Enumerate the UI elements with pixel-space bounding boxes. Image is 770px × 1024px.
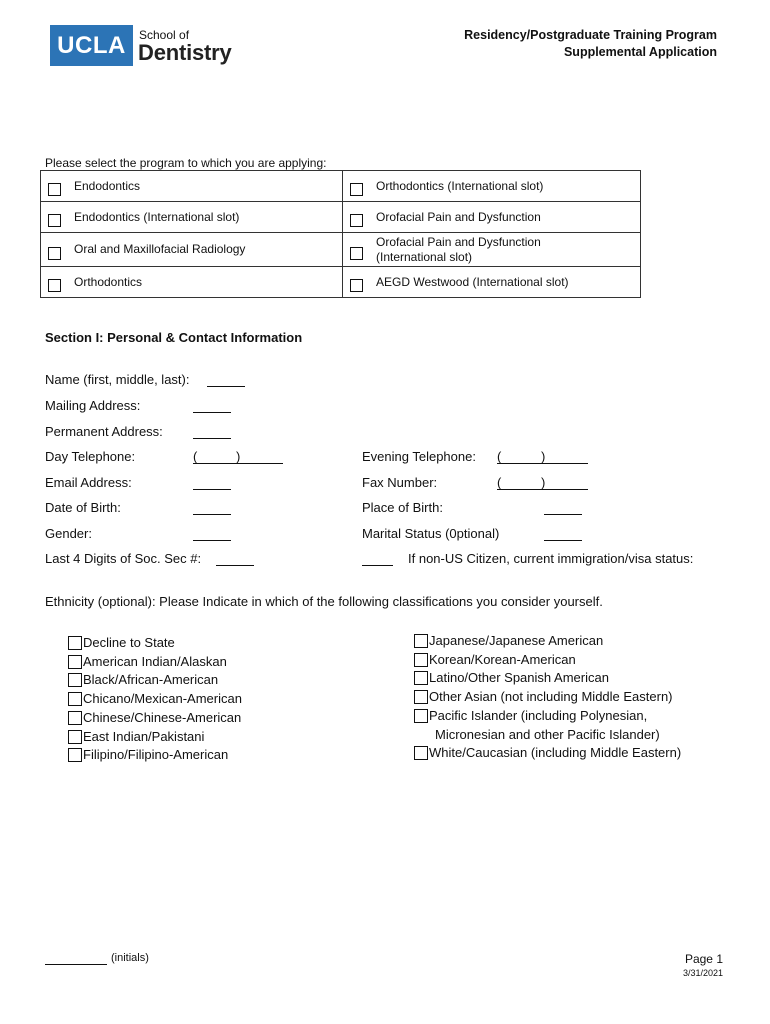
- page-number: Page 1: [684, 952, 723, 966]
- program-checkbox[interactable]: [48, 247, 61, 260]
- program-checkbox[interactable]: [350, 247, 363, 260]
- revision-date: 3/31/2021: [682, 968, 723, 978]
- email-input-line[interactable]: [193, 475, 231, 490]
- evening-paren-open: (: [497, 449, 502, 464]
- program-label: Orthodontics: [74, 274, 143, 289]
- ethnicity-checkbox[interactable]: [68, 711, 82, 725]
- ethnicity-option[interactable]: [68, 634, 242, 653]
- fax-paren-close: ): [541, 475, 546, 490]
- program-label: Endodontics: [74, 178, 141, 193]
- permanent-field-label: Permanent Address:: [45, 424, 163, 439]
- program-row: [41, 171, 641, 202]
- ethnicity-option[interactable]: [68, 671, 242, 690]
- visa-input-line[interactable]: [362, 551, 393, 566]
- program-label: Endodontics (International slot): [74, 209, 240, 224]
- ethnicity-checkbox[interactable]: [68, 636, 82, 650]
- ethnicity-label: Chicano/Mexican-American: [83, 691, 242, 707]
- ethnicity-checkbox[interactable]: [414, 634, 428, 648]
- mailing-input-line[interactable]: [193, 398, 231, 413]
- ethnicity-checkbox[interactable]: [68, 673, 82, 687]
- ethnicity-list-right: [414, 632, 681, 763]
- ethnicity-label: Filipino/Filipino-American: [83, 747, 229, 763]
- visa-label: If non-US Citizen, current immigration/visa status:: [408, 551, 694, 566]
- ethnicity-label-continued: Micronesian and other Pacific Islander): [435, 726, 660, 742]
- ethnicity-label: East Indian/Pakistani: [83, 728, 205, 744]
- ethnicity-list-left: [68, 634, 242, 765]
- dob-label: Date of Birth:: [45, 500, 121, 515]
- fax-label: Fax Number:: [362, 475, 438, 490]
- mailing-field-label: Mailing Address:: [45, 398, 141, 413]
- program-table: [40, 170, 641, 298]
- initials-label: (initials): [111, 952, 149, 964]
- program-checkbox[interactable]: [350, 279, 363, 292]
- pob-input-line[interactable]: [544, 500, 582, 515]
- ethnicity-option[interactable]: [68, 690, 242, 709]
- ssn-input-line[interactable]: [216, 551, 254, 566]
- ethnicity-label: White/Caucasian (including Middle Eastern): [429, 745, 682, 761]
- fax-paren-open: (: [497, 475, 502, 490]
- program-label-sub: (International slot): [376, 249, 473, 264]
- ethnicity-checkbox[interactable]: [414, 709, 428, 723]
- ethnicity-option[interactable]: [414, 651, 681, 670]
- dob-input-line[interactable]: [193, 500, 231, 515]
- program-label: Orthodontics (International slot): [376, 178, 544, 193]
- day-paren-open: (: [193, 449, 198, 464]
- ethnicity-label: Japanese/Japanese American: [429, 633, 604, 648]
- program-row: [41, 267, 641, 298]
- ethnicity-label: Korean/Korean-American: [429, 651, 576, 667]
- ethnicity-checkbox[interactable]: [68, 748, 82, 762]
- program-label: AEGD Westwood (International slot): [376, 274, 569, 289]
- name-field-label: Name (first, middle, last):: [45, 372, 190, 387]
- section-title: Section I: Personal & Contact Information: [45, 330, 303, 345]
- ethnicity-label: Black/African-American: [83, 672, 219, 688]
- program-row: [41, 233, 641, 267]
- header-subtitle: Supplemental Application: [563, 45, 717, 59]
- name-input-line[interactable]: [207, 372, 245, 387]
- program-checkbox[interactable]: [350, 214, 363, 227]
- ethnicity-option[interactable]: [414, 707, 681, 726]
- evening-telephone-label: Evening Telephone:: [362, 449, 476, 464]
- permanent-input-line[interactable]: [193, 424, 231, 439]
- email-label: Email Address:: [45, 475, 132, 490]
- marital-label: Marital Status (0ptional): [362, 526, 500, 541]
- ethnicity-option[interactable]: [414, 669, 681, 688]
- program-checkbox[interactable]: [350, 183, 363, 196]
- ethnicity-option[interactable]: [68, 653, 242, 672]
- logo-school-of: School of: [139, 28, 190, 42]
- ethnicity-label: Other Asian (not including Middle Eastern): [429, 689, 673, 705]
- program-label: Oral and Maxillofacial Radiology: [74, 242, 246, 256]
- ethnicity-checkbox[interactable]: [68, 730, 82, 744]
- program-prompt: Please select the program to which you are applying:: [45, 156, 327, 170]
- ethnicity-option[interactable]: [68, 709, 242, 728]
- logo-dentistry: Dentistry: [138, 40, 232, 65]
- ssn-label: Last 4 Digits of Soc. Sec #:: [45, 551, 202, 566]
- ethnicity-checkbox[interactable]: [414, 671, 428, 685]
- ethnicity-prompt: Ethnicity (optional): Please Indicate in which of the following classifications you consider yourself.: [45, 594, 603, 609]
- ethnicity-label: Chinese/Chinese-American: [83, 709, 242, 725]
- ethnicity-checkbox[interactable]: [414, 746, 428, 760]
- program-label: Orofacial Pain and Dysfunction: [376, 234, 541, 249]
- ethnicity-option[interactable]: [414, 688, 681, 707]
- ethnicity-checkbox[interactable]: [414, 690, 428, 704]
- ethnicity-option[interactable]: [414, 744, 681, 763]
- evening-paren-close: ): [541, 449, 546, 464]
- ethnicity-checkbox[interactable]: [68, 655, 82, 669]
- initials-input-line[interactable]: [45, 952, 107, 965]
- ucla-logo: UCLA: [50, 25, 133, 66]
- ethnicity-option[interactable]: [68, 728, 242, 747]
- header-title: Residency/Postgraduate Training Program: [464, 28, 717, 42]
- program-checkbox[interactable]: [48, 279, 61, 292]
- ethnicity-checkbox[interactable]: [414, 653, 428, 667]
- ethnicity-label: American Indian/Alaskan: [83, 653, 227, 669]
- ethnicity-label: Pacific Islander (including Polynesian,: [429, 707, 648, 723]
- program-checkbox[interactable]: [48, 183, 61, 196]
- day-telephone-label: Day Telephone:: [45, 449, 136, 464]
- gender-label: Gender:: [45, 526, 92, 541]
- gender-input-line[interactable]: [193, 526, 231, 541]
- program-row: [41, 202, 641, 233]
- ethnicity-label: Decline to State: [83, 635, 175, 650]
- day-paren-close: ): [236, 449, 241, 464]
- program-label: Orofacial Pain and Dysfunction: [376, 209, 541, 224]
- program-checkbox[interactable]: [48, 214, 61, 227]
- ethnicity-label: Latino/Other Spanish American: [429, 670, 609, 686]
- ethnicity-option[interactable]: [414, 632, 681, 651]
- marital-input-line[interactable]: [544, 526, 582, 541]
- ethnicity-checkbox[interactable]: [68, 692, 82, 706]
- ethnicity-option[interactable]: [68, 746, 242, 765]
- pob-label: Place of Birth:: [362, 500, 443, 515]
